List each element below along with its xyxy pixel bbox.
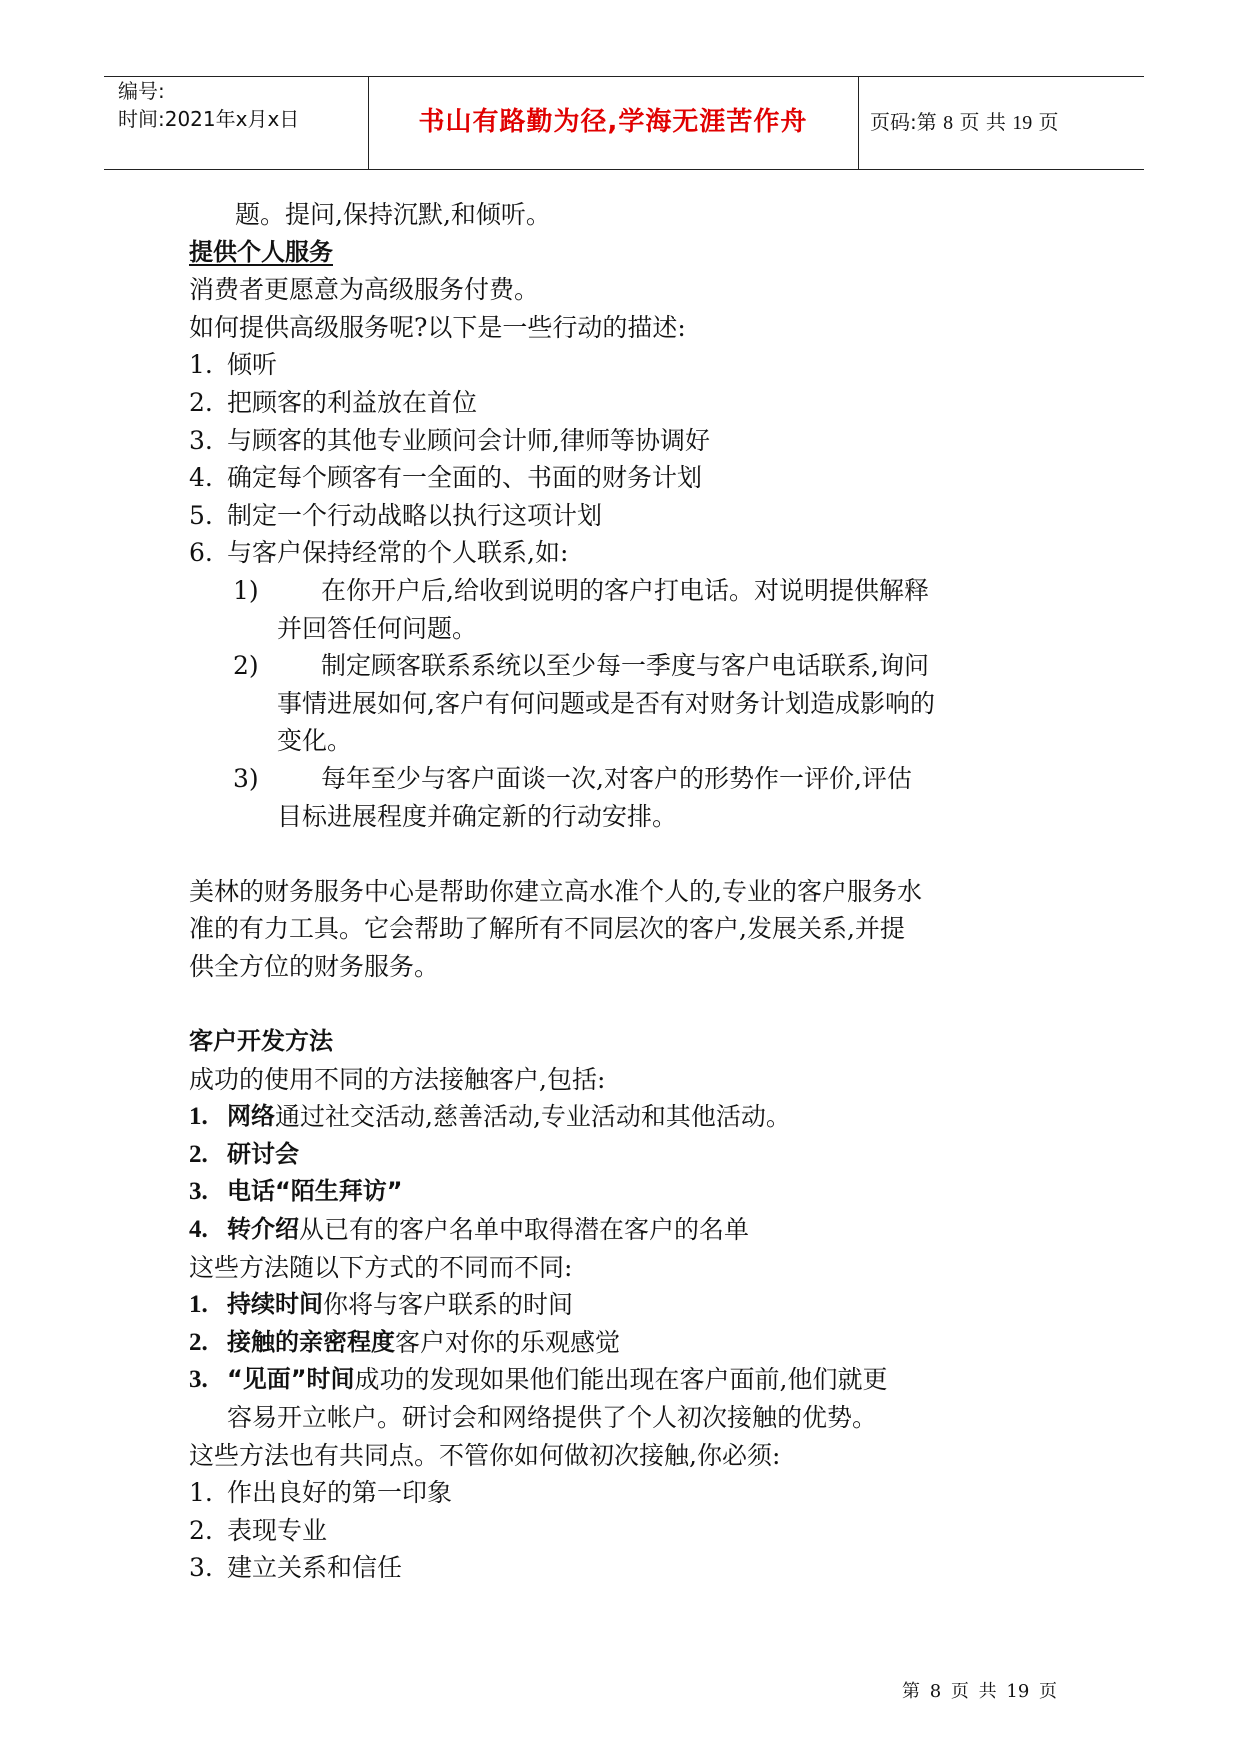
merrill-paragraph [189, 873, 1059, 986]
list-text: 把顾客的利益放在首位 [227, 387, 478, 417]
sub-item-continuation: 目标进展程度并确定新的行动安排。 [277, 801, 678, 831]
list-text: 客户对你的乐观感觉 [395, 1327, 621, 1357]
sub-item [233, 647, 1059, 685]
paragraph-line: 准的有力工具。它会帮助了解所有不同层次的客户,发展关系,并提 [189, 914, 905, 944]
page-total: 19 [1012, 112, 1033, 134]
list-text: 作出良好的第一印象 [227, 1478, 453, 1508]
paragraph: 如何提供高级服务呢?以下是一些行动的描述: [189, 312, 686, 342]
sub-item-number: 1) [233, 575, 259, 605]
list-item [189, 1361, 1059, 1399]
sub-item-text: 每年至少与客户面谈一次,对客户的形势作一评价,评估 [321, 763, 912, 793]
serial-number-label: 编号: [118, 79, 165, 103]
list-keyword: “见面”时间 [227, 1365, 355, 1394]
page-mid-label: 页 共 [959, 110, 1006, 134]
list-item [189, 346, 1059, 384]
sub-item [233, 760, 1059, 798]
sub-item-number: 3) [233, 763, 259, 793]
action-list [189, 346, 1059, 572]
list-item [189, 1136, 1059, 1174]
list-text: 倾听 [227, 350, 278, 380]
header-page-number [870, 109, 1059, 136]
list-text: 成功的发现如果他们能出现在客户面前,他们就更 [354, 1365, 888, 1395]
list-item [189, 1474, 1059, 1512]
list-number: 4. [189, 1216, 208, 1244]
list-number: 3. [189, 425, 213, 455]
methods-list [189, 1098, 1059, 1248]
list-number: 1. [189, 350, 213, 380]
motto-text: 书山有路勤为径,学海无涯苦作舟 [418, 107, 808, 137]
list-item [189, 534, 1059, 572]
list-item [189, 1286, 1059, 1324]
page-current: 8 [943, 112, 954, 134]
document-body [189, 196, 1059, 1587]
contact-subitems [189, 572, 1059, 835]
list-number: 2. [189, 1515, 213, 1545]
list-text: 与客户保持经常的个人联系,如: [227, 538, 569, 568]
header-page-cell [858, 77, 1144, 169]
list-text: 确定每个顾客有一全面的、书面的财务计划 [227, 463, 703, 493]
sub-item-continuation: 事情进展如何,客户有何问题或是否有对财务计划造成影响的 [277, 688, 935, 718]
list-number: 3. [189, 1553, 213, 1583]
time-label: 时间:2021年x月x日 [118, 107, 300, 131]
header-motto-cell [368, 77, 859, 169]
list-text: 你将与客户联系的时间 [323, 1290, 574, 1320]
page-footer: 第 8 页 共 19 页 [902, 1681, 1057, 1702]
list-number: 6. [189, 538, 213, 568]
list-item [189, 422, 1059, 460]
list-text: 从已有的客户名单中取得潜在客户的名单 [299, 1215, 750, 1245]
list-text: 与顾客的其他专业顾问会计师,律师等协调好 [227, 425, 710, 455]
paragraph: 这些方法也有共同点。不管你如何做初次接触,你必须: [189, 1440, 781, 1470]
list-item [189, 1512, 1059, 1550]
sub-item-text: 在你开户后,给收到说明的客户打电话。对说明提供解释 [321, 575, 929, 605]
paragraph: 消费者更愿意为高级服务付费。 [189, 275, 540, 305]
list-item [189, 384, 1059, 422]
paragraph: 成功的使用不同的方法接触客户,包括: [189, 1064, 606, 1094]
list-text: 制定一个行动战略以执行这项计划 [227, 500, 603, 530]
list-item [189, 1549, 1059, 1587]
list-keyword: 接触的亲密程度 [227, 1327, 395, 1356]
list-number: 1. [189, 1103, 208, 1131]
list-number: 5. [189, 500, 213, 530]
sub-item-continuation: 变化。 [277, 726, 353, 756]
musts-list [189, 1474, 1059, 1587]
page-header [104, 76, 1144, 170]
list-item [189, 1324, 1059, 1362]
list-item [189, 1098, 1059, 1136]
section-heading-client-development: 客户开发方法 [189, 1027, 333, 1056]
list-number: 3. [189, 1366, 208, 1394]
blank-line [189, 985, 1059, 1023]
list-keyword: 网络 [227, 1102, 275, 1131]
list-continuation: 容易开立帐户。研讨会和网络提供了个人初次接触的优势。 [227, 1403, 878, 1432]
list-number: 3. [189, 1178, 208, 1206]
section-heading-personal-service: 提供个人服务 [189, 237, 333, 266]
list-number: 1. [189, 1291, 208, 1319]
list-item [189, 1173, 1059, 1211]
paragraph-line: 供全方位的财务服务。 [189, 951, 440, 981]
list-number: 2. [189, 1328, 208, 1356]
sub-item [233, 572, 1059, 610]
list-item [189, 497, 1059, 535]
page-end-label: 页 [1038, 110, 1059, 134]
list-text: 通过社交活动,慈善活动,专业活动和其他活动。 [275, 1102, 791, 1132]
list-keyword: 研讨会 [227, 1139, 299, 1168]
paragraph: 这些方法随以下方式的不同而不同: [189, 1252, 573, 1282]
list-number: 2. [189, 1140, 208, 1168]
list-keyword: 电话“陌生拜访” [227, 1177, 403, 1206]
list-item [189, 459, 1059, 497]
list-number: 2. [189, 387, 213, 417]
variations-list [189, 1286, 1059, 1436]
header-meta-cell [104, 77, 369, 169]
continued-line: 题。提问,保持沉默,和倾听。 [235, 200, 551, 229]
list-keyword: 持续时间 [227, 1290, 323, 1319]
list-number: 1. [189, 1478, 213, 1508]
blank-line [189, 835, 1059, 873]
sub-item-text: 制定顾客联系系统以至少每一季度与客户电话联系,询问 [321, 651, 929, 681]
list-item [189, 1211, 1059, 1249]
list-number: 4. [189, 463, 213, 493]
list-text: 表现专业 [227, 1515, 328, 1545]
page-label: 页码:第 [870, 110, 937, 134]
list-keyword: 转介绍 [227, 1215, 299, 1244]
sub-item-number: 2) [233, 651, 259, 681]
list-text: 建立关系和信任 [227, 1553, 403, 1583]
paragraph-line: 美林的财务服务中心是帮助你建立高水准个人的,专业的客户服务水 [189, 876, 922, 906]
sub-item-continuation: 并回答任何问题。 [277, 613, 478, 643]
